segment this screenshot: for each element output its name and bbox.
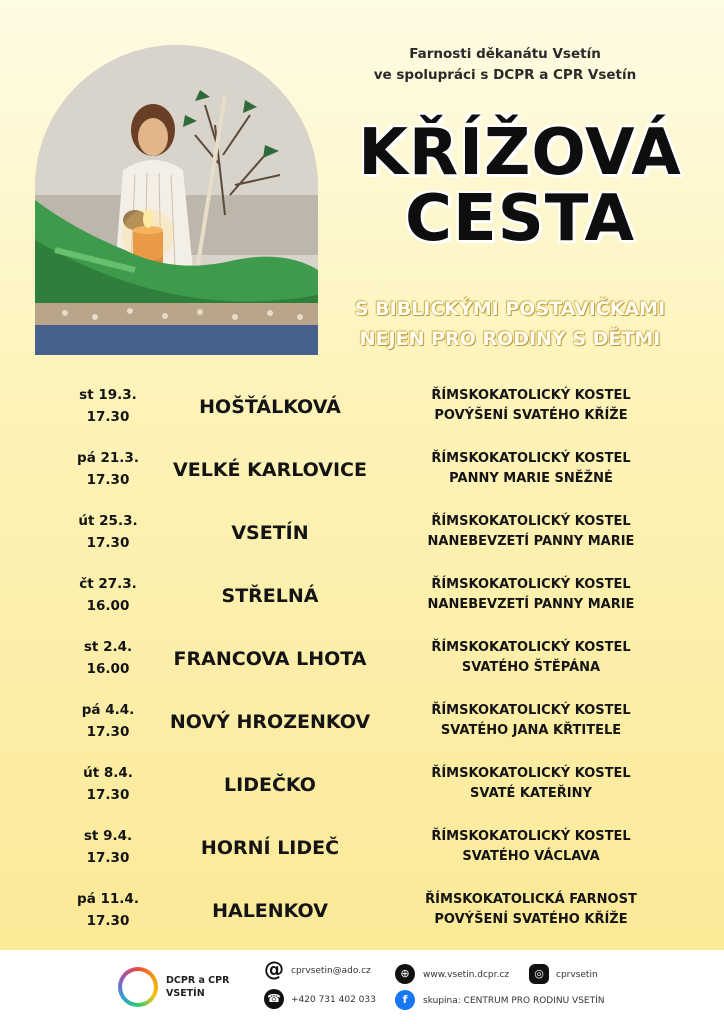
church-line-2: NANEBEVZETÍ PANNY MARIE bbox=[427, 597, 635, 612]
church-line-2: POVÝŠENÍ SVATÉHO KŘÍŽE bbox=[434, 912, 628, 927]
event-day: st 2.4. bbox=[83, 639, 133, 655]
phone-number[interactable]: +420 731 402 033 bbox=[291, 995, 376, 1005]
event-place: STŘELNÁ bbox=[221, 585, 319, 607]
church-line-2: SVATÉHO JANA KŘTITELE bbox=[440, 723, 622, 738]
event-datetime bbox=[68, 762, 148, 806]
event-place: LIDEČKO bbox=[224, 774, 316, 796]
event-day: pá 11.4. bbox=[77, 891, 139, 907]
schedule-row bbox=[0, 567, 724, 630]
event-church bbox=[400, 890, 662, 930]
event-church bbox=[400, 512, 662, 552]
event-church bbox=[400, 701, 662, 741]
title-line-2: CESTA bbox=[405, 182, 635, 256]
schedule-row bbox=[0, 504, 724, 567]
event-time: 17.30 bbox=[86, 850, 130, 866]
church-line-2: PANNY MARIE SNĚŽNÉ bbox=[449, 471, 613, 486]
event-datetime bbox=[68, 888, 148, 932]
logo-line-2: VSETÍN bbox=[166, 988, 205, 999]
event-day: pá 21.3. bbox=[77, 450, 139, 466]
email-link[interactable]: cprvsetin@ado.cz bbox=[291, 966, 371, 976]
subtitle bbox=[330, 294, 690, 354]
title-line-1: KŘÍŽOVÁ bbox=[358, 116, 682, 190]
schedule-row bbox=[0, 693, 724, 756]
organizer-text bbox=[345, 44, 665, 86]
event-day: pá 4.4. bbox=[81, 702, 135, 718]
event-datetime bbox=[68, 699, 148, 743]
event-datetime bbox=[68, 384, 148, 428]
dcpr-logo bbox=[118, 967, 158, 1007]
event-church bbox=[400, 575, 662, 615]
event-time: 17.30 bbox=[86, 535, 130, 551]
schedule-list bbox=[0, 378, 724, 945]
schedule-row bbox=[0, 756, 724, 819]
page-title bbox=[330, 116, 710, 256]
church-line-1: ŘÍMSKOKATOLICKÝ KOSTEL bbox=[431, 451, 631, 466]
church-line-1: ŘÍMSKOKATOLICKÁ FARNOST bbox=[425, 892, 637, 907]
church-line-1: ŘÍMSKOKATOLICKÝ KOSTEL bbox=[431, 577, 631, 592]
event-church bbox=[400, 638, 662, 678]
logo-line-1: DCPR a CPR bbox=[166, 975, 230, 986]
event-datetime bbox=[68, 573, 148, 617]
at-icon: @ bbox=[264, 957, 284, 981]
organizer-line-1: Farnosti děkanátu Vsetín bbox=[409, 46, 601, 62]
event-datetime bbox=[68, 825, 148, 869]
instagram-link[interactable]: cprvsetin bbox=[556, 970, 598, 980]
schedule-row bbox=[0, 819, 724, 882]
facebook-link[interactable]: skupina: CENTRUM PRO RODINU VSETÍN bbox=[423, 996, 605, 1006]
event-time: 16.00 bbox=[86, 598, 130, 614]
event-church bbox=[400, 764, 662, 804]
subtitle-line-1: S BIBLICKÝMI POSTAVIČKAMI bbox=[354, 298, 666, 320]
event-time: 17.30 bbox=[86, 472, 130, 488]
church-line-2: POVÝŠENÍ SVATÉHO KŘÍŽE bbox=[434, 408, 628, 423]
church-line-1: ŘÍMSKOKATOLICKÝ KOSTEL bbox=[431, 766, 631, 781]
event-place: HORNÍ LIDEČ bbox=[200, 837, 340, 859]
organizer-line-2: ve spolupráci s DCPR a CPR Vsetín bbox=[373, 67, 637, 83]
event-time: 17.30 bbox=[86, 724, 130, 740]
event-datetime bbox=[68, 447, 148, 491]
event-day: út 25.3. bbox=[78, 513, 138, 529]
nativity-scene-illustration bbox=[35, 45, 318, 355]
schedule-row bbox=[0, 882, 724, 945]
event-day: čt 27.3. bbox=[79, 576, 137, 592]
event-time: 17.30 bbox=[86, 409, 130, 425]
event-day: st 19.3. bbox=[79, 387, 137, 403]
instagram-icon: ◎ bbox=[529, 964, 549, 984]
footer bbox=[0, 950, 724, 1024]
event-church bbox=[400, 386, 662, 426]
website-link[interactable]: www.vsetin.dcpr.cz bbox=[423, 970, 510, 980]
event-place: HOŠŤÁLKOVÁ bbox=[199, 396, 341, 418]
event-place: NOVÝ HROZENKOV bbox=[169, 711, 371, 733]
event-day: út 8.4. bbox=[83, 765, 133, 781]
church-line-1: ŘÍMSKOKATOLICKÝ KOSTEL bbox=[431, 703, 631, 718]
event-church bbox=[400, 449, 662, 489]
event-day: st 9.4. bbox=[83, 828, 133, 844]
hero-photo bbox=[35, 45, 318, 355]
church-line-2: SVATÉHO ŠTĚPÁNA bbox=[461, 660, 601, 675]
event-time: 17.30 bbox=[86, 787, 130, 803]
schedule-row bbox=[0, 378, 724, 441]
event-place: FRANCOVA LHOTA bbox=[173, 648, 367, 670]
event-datetime bbox=[68, 510, 148, 554]
subtitle-line-2: NEJEN PRO RODINY S DĚTMI bbox=[359, 328, 661, 350]
church-line-2: NANEBEVZETÍ PANNY MARIE bbox=[427, 534, 635, 549]
event-time: 17.30 bbox=[86, 913, 130, 929]
event-church bbox=[400, 827, 662, 867]
church-line-1: ŘÍMSKOKATOLICKÝ KOSTEL bbox=[431, 514, 631, 529]
event-place: HALENKOV bbox=[212, 900, 328, 922]
church-line-2: SVATÉ KATEŘINY bbox=[470, 786, 592, 801]
schedule-row bbox=[0, 441, 724, 504]
church-line-1: ŘÍMSKOKATOLICKÝ KOSTEL bbox=[431, 388, 631, 403]
event-datetime bbox=[68, 636, 148, 680]
schedule-row bbox=[0, 630, 724, 693]
church-line-2: SVATÉHO VÁCLAVA bbox=[462, 849, 600, 864]
globe-icon: ⊕ bbox=[395, 964, 415, 984]
event-place: VSETÍN bbox=[231, 522, 309, 544]
phone-icon: ☎ bbox=[264, 989, 284, 1009]
church-line-1: ŘÍMSKOKATOLICKÝ KOSTEL bbox=[431, 829, 631, 844]
church-line-1: ŘÍMSKOKATOLICKÝ KOSTEL bbox=[431, 640, 631, 655]
event-time: 16.00 bbox=[86, 661, 130, 677]
event-place: VELKÉ KARLOVICE bbox=[173, 459, 367, 481]
facebook-icon: f bbox=[395, 990, 415, 1010]
logo-text bbox=[166, 974, 229, 1000]
